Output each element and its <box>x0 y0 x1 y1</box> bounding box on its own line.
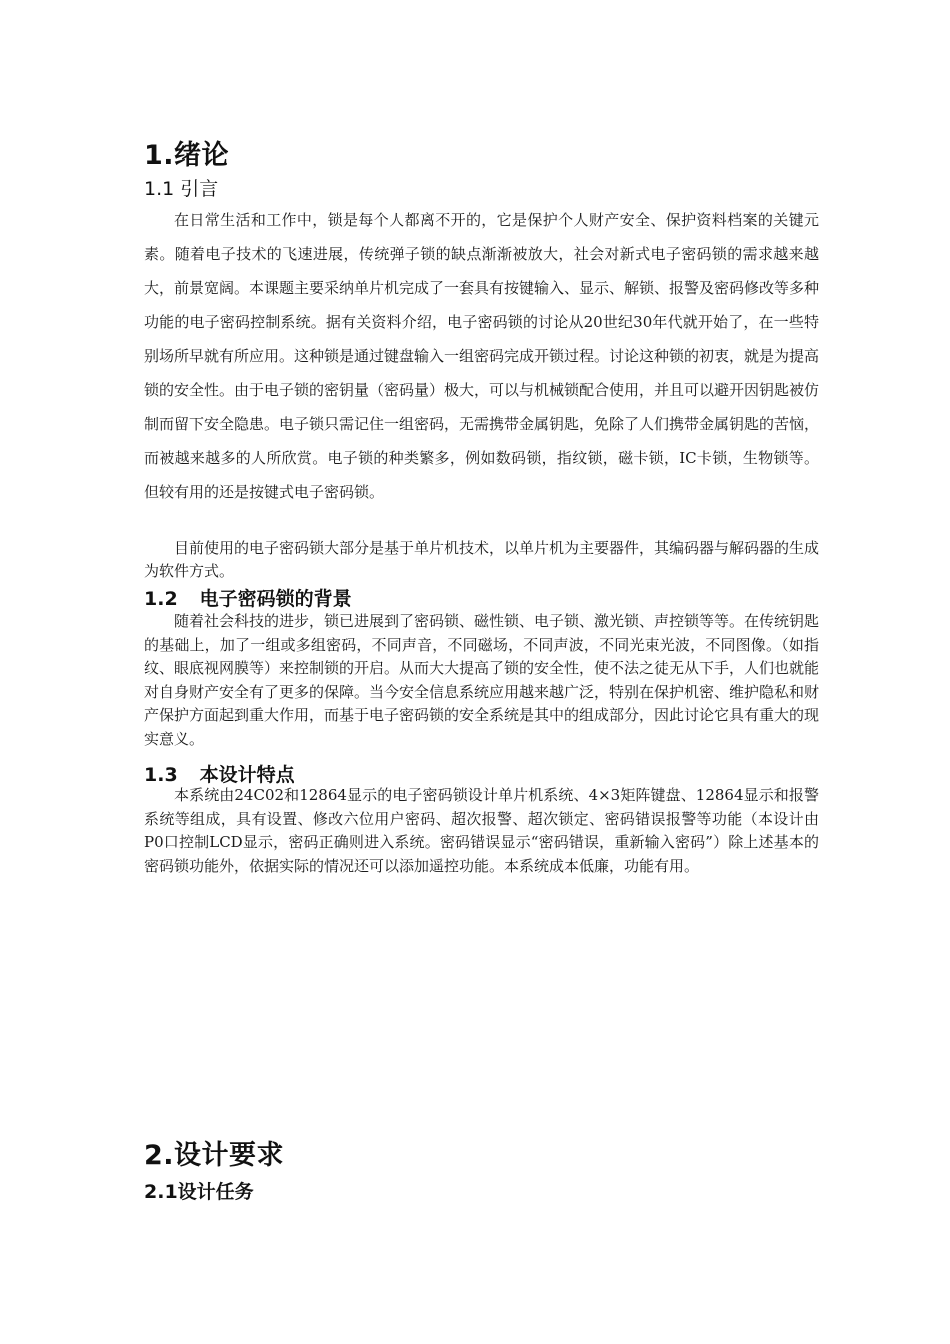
section-1-1-paragraph-2: 目前使用的电子密码锁大部分是基于单片机技术，以单片机为主要器件，其编码器与解码器的生成为软件方式。 <box>144 539 820 580</box>
section-1-3-paragraph: 本系统由24C02和12864显示的电子密码锁设计单片机系统、4×3矩阵键盘、12864显示和报警系统等组成，具有设置、修改六位用户密码、超次报警、超次锁定、密码错误报警等功能（本设计由P0口控制LCD显示，密码正确则进入系统。密码错误显示“密码错误，重新输入密码”）除上述基本的密码锁功能外，依据实际的情况还可以添加遥控功能。本系统成本低廉，功能有用。 <box>144 786 819 875</box>
section-1-2-number: 1.2 <box>144 588 178 610</box>
section-1-3-number: 1.3 <box>144 764 178 786</box>
section-1-1-paragraph-1: 在日常生活和工作中，锁是每个人都离不开的，它是保护个人财产安全、保护资料档案的关键元素。随着电子技术的飞速进展，传统弹子锁的缺点渐渐被放大，社会对新式电子密码锁的需求越来越大，前景宽阔。本课题主要采纳单片机完成了一套具有按键输入、显示、解锁、报警及密码修改等多种功能的电子密码控制系统。据有关资料介绍，电子密码锁的讨论从20世纪30年代就开始了，在一些特别场所早就有所应用。这种锁是通过键盘输入一组密码完成开锁过程。讨论这种锁的初衷，就是为提高锁的安全性。由于电子锁的密钥量（密码量）极大，可以与机械锁配合使用，并且可以避开因钥匙被仿制而留下安全隐患。电子锁只需记住一组密码，无需携带金属钥匙，免除了人们携带金属钥匙的苦恼，而被越来越多的人所欣赏。电子锁的种类繁多，例如数码锁，指纹锁，磁卡锁，IC卡锁，生物锁等。但较有用的还是按键式电子密码锁。 <box>144 211 820 501</box>
section-1-3-title <box>144 760 295 787</box>
section-1-2-paragraph: 随着社会科技的进步，锁已进展到了密码锁、磁性锁、电子锁、激光锁、声控锁等等。在传统钥匙的基础上，加了一组或多组密码，不同声音，不同磁场，不同声波，不同光束光波，不同图像。（如指纹、眼底视网膜等）来控制锁的开启。从而大大提高了锁的安全性，使不法之徒无从下手，人们也就能对自身财产安全有了更多的保障。当今安全信息系统应用越来越广泛，特别在保护机密、维护隐私和财产保护方面起到重大作用，而基于电子密码锁的安全系统是其中的组成部分，因此讨论它具有重大的现实意义。 <box>144 612 820 748</box>
section-1-1-title: 1.1 引言 <box>144 178 219 200</box>
section-1-3-label: 本设计特点 <box>199 764 295 786</box>
section-2-title: 2.设计要求 <box>144 1140 285 1171</box>
section-1-title: 1.绪论 <box>144 140 230 171</box>
section-1-2-title <box>144 584 352 611</box>
section-2-1-title: 2.1设计任务 <box>144 1181 254 1203</box>
section-1-2-label: 电子密码锁的背景 <box>199 588 352 610</box>
